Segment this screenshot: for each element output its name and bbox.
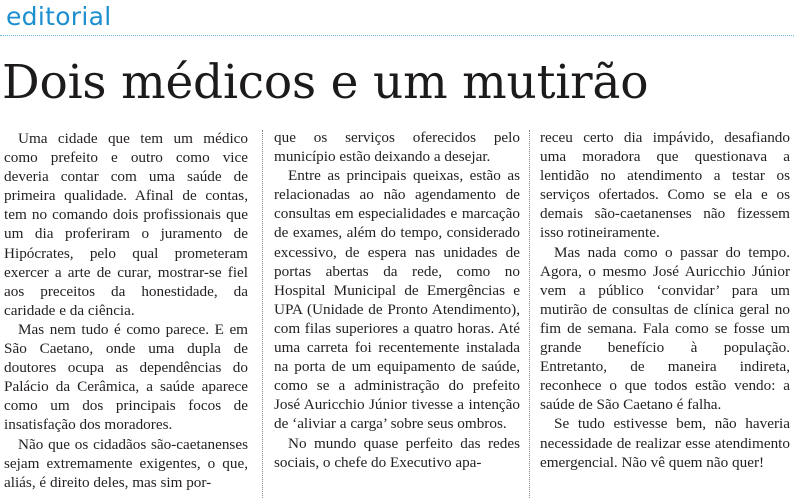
column-divider bbox=[262, 130, 263, 498]
article-headline: Dois médicos e um mutirão bbox=[2, 55, 649, 110]
paragraph: Se tudo estivesse bem, não haveria necessidade de realizar esse atendimento emergencial. Não vê quem não quer! bbox=[540, 415, 790, 471]
section-tag: editorial bbox=[6, 2, 112, 31]
section-divider bbox=[0, 35, 794, 36]
paragraph: Não que os cidadãos são-caetanenses sejam extremamente exigentes, o que, aliás, é direito deles, mas sim por- bbox=[4, 435, 248, 491]
paragraph: Uma cidade que tem um médico como prefeito e outro como vice deveria contar com uma saúde de primeira qualidade. Afinal de contas, tem no comando dois profissionais que um dia proferiram o juramento de Hipócrates, pelo qual prometeram exercer a arte de curar, mostrar-se fiel aos preceitos da honestidade, da caridade e da ciência. bbox=[4, 130, 248, 319]
paragraph: Mas nada como o passar do tempo. Agora, o mesmo José Auricchio Júnior vem a público ‘convidar’ para um mutirão de consultas de clínica geral no fim de semana. Fala como se fosse um grande benefício à população. Entretanto, de maneira indireta, reconhece o que todos estão vendo: a saúde de São Caetano é falha. bbox=[540, 243, 790, 414]
paragraph-continued: receu certo dia impávido, desafiando uma moradora que questionava a lentidão no atendimento a testar os serviços ofertados. Como se ela e os demais são-caetanenses não fizessem isso rotineiramente. bbox=[540, 129, 790, 242]
paragraph: Entre as principais queixas, estão as relacionadas ao não agendamento de consultas em especialidades e marcação de exames, além do tempo, considerado excessivo, de espera nas unidades de portas abertas da rede, como no Hospital Municipal de Emergências e UPA (Unidade de Pronto Atendimento), com filas superiores a quatro horas. Até uma carreta foi recentemente instalada na porta de um equipamento de saúde, como se a administração do prefeito José Auricchio Júnior tivesse a intenção de ‘aliviar a carga’ sobre seus ombros. bbox=[274, 167, 520, 433]
article-column-3 bbox=[540, 128, 790, 472]
article-column-2 bbox=[274, 128, 520, 472]
article-column-1 bbox=[4, 129, 248, 492]
paragraph-continued: que os serviços oferecidos pelo município estão deixando a desejar. bbox=[274, 129, 520, 166]
paragraph: No mundo quase perfeito das redes sociais, o chefe do Executivo apa- bbox=[274, 434, 520, 471]
column-divider bbox=[529, 130, 530, 498]
paragraph: Mas nem tudo é como parece. E em São Caetano, onde uma dupla de doutores ocupa as dependências do Palácio da Cerâmica, a saúde aparece como um dos principais focos de insatisfação dos moradores. bbox=[4, 320, 248, 434]
